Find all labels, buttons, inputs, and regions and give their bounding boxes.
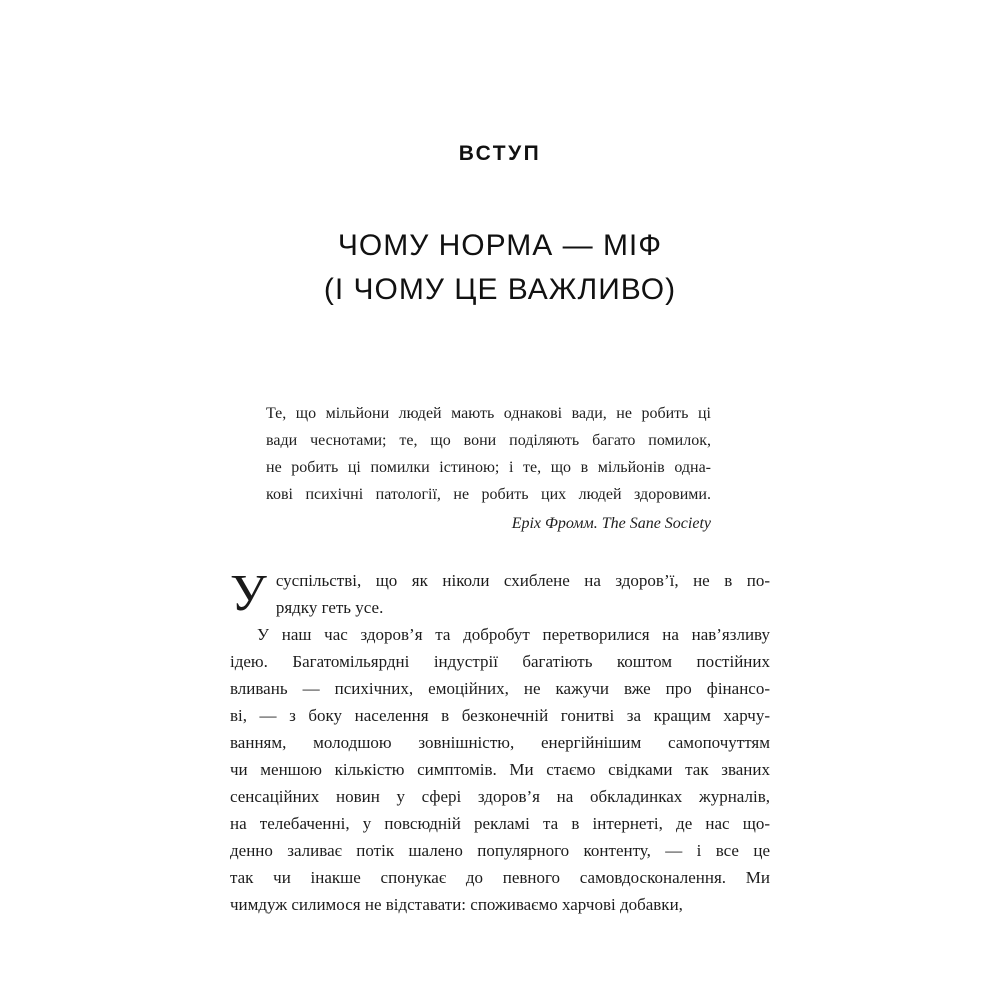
- text-line: сенсаційних новин у сфері здоров’я на обкладинках журналів,: [230, 787, 770, 806]
- text-line: денно заливає потік шалено популярного контенту, — і все це: [230, 841, 770, 860]
- text-line: У наш час здоров’я та добробут перетворилися на нав’язливу: [257, 625, 770, 644]
- text-line: суспільстві, що як ніколи схиблене на здоров’ї, не в по-: [275, 571, 770, 590]
- text-line: ві, — з боку населення в безконечній гонитві за кращим харчу-: [230, 706, 770, 725]
- body-text: [230, 567, 770, 918]
- text-line: ЧОМУ НОРМА — МІФ: [337, 229, 663, 262]
- text-line: ідею. Багатомільярдні індустрії багатіють коштом постійних: [230, 652, 770, 671]
- page-content: [230, 0, 770, 918]
- epigraph-block: [266, 400, 711, 537]
- drop-cap: У: [230, 565, 267, 622]
- text-line: ванням, молодшою зовнішністю, енергійнішим самопочуттям: [230, 733, 770, 752]
- text-line: кові психічні патології, не робить цих людей здоровими.: [266, 486, 711, 503]
- paragraph-lines: [230, 567, 770, 621]
- epigraph-text: [266, 400, 711, 508]
- paragraph-opening: [230, 567, 770, 621]
- paragraph: [230, 621, 770, 918]
- text-line: рядку геть усе.: [275, 598, 384, 617]
- text-line: вади чеснотами; те, що вони поділяють багато помилок,: [266, 432, 711, 449]
- epigraph-attribution: Еріх Фромм. The Sane Society: [511, 515, 711, 532]
- text-line: на телебаченні, у повсюдній рекламі та в інтернеті, де нас що-: [230, 814, 770, 833]
- text-line: (І ЧОМУ ЦЕ ВАЖЛИВО): [323, 273, 677, 306]
- text-line: так чи інакше спонукає до певного самовдосконалення. Ми: [230, 868, 770, 887]
- text-line: Те, що мільйони людей мають однакові вади, не робить ці: [266, 405, 711, 422]
- text-line: чимдуж силимося не відставати: споживаємо харчові добавки,: [230, 895, 683, 914]
- chapter-title: [230, 224, 770, 312]
- text-line: вливань — психічних, емоційних, не кажучи вже про фінансо-: [230, 679, 770, 698]
- text-line: чи меншою кількістю симптомів. Ми стаємо свідками так званих: [230, 760, 770, 779]
- section-heading: ВСТУП: [458, 142, 542, 165]
- text-line: не робить ці помилки істиною; і те, що в мільйонів одна-: [266, 459, 711, 476]
